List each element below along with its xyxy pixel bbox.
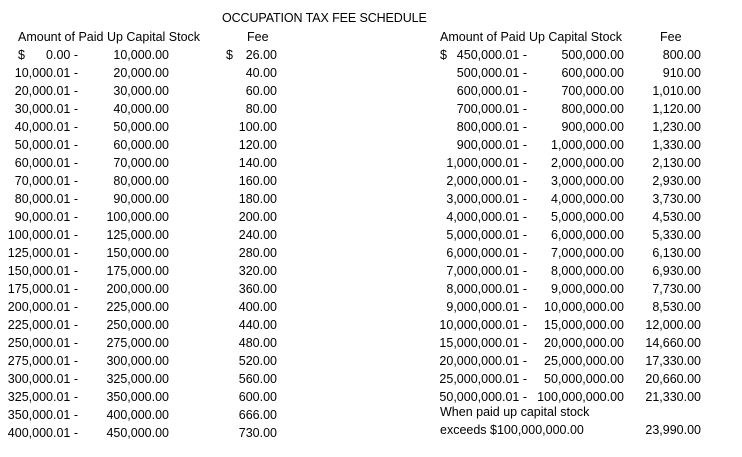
- range-from: 8,000,000.01 -: [446, 282, 527, 296]
- range-from: 3,000,000.01 -: [446, 192, 527, 206]
- range-to: 9,000,000.00: [551, 282, 624, 296]
- fee-value: 180.00: [238, 192, 277, 206]
- fee-value: 80.00: [245, 102, 277, 116]
- range-to: 125,000.00: [106, 228, 169, 242]
- range-from: 450,000.01 -: [456, 48, 527, 62]
- range-to: 900,000.00: [561, 120, 624, 134]
- range-to: 175,000.00: [106, 264, 169, 278]
- range-from: 2,000,000.01 -: [446, 174, 527, 188]
- range-to: 700,000.00: [561, 84, 624, 98]
- fee-value: 1,010.00: [652, 84, 701, 98]
- range-to: 30,000.00: [113, 84, 169, 98]
- range-from: 350,000.01 -: [7, 408, 78, 422]
- range-to: 300,000.00: [106, 354, 169, 368]
- range-to: 150,000.00: [106, 246, 169, 260]
- range-from: 15,000,000.01 -: [439, 336, 527, 350]
- fee-value: 12,000.00: [645, 318, 701, 332]
- fee-value: 520.00: [238, 354, 277, 368]
- fee-value: 4,530.00: [652, 210, 701, 224]
- fee-value: 100.00: [238, 120, 277, 134]
- range-from: 10,000.01 -: [14, 66, 78, 80]
- fee-value: 6,130.00: [652, 246, 701, 260]
- fee-value: 800.00: [662, 48, 701, 62]
- range-to: 20,000.00: [113, 66, 169, 80]
- fee-value: 1,230.00: [652, 120, 701, 134]
- range-from: 40,000.01 -: [14, 120, 78, 134]
- range-to: 8,000,000.00: [551, 264, 624, 278]
- range-to: 4,000,000.00: [551, 192, 624, 206]
- range-to: 10,000.00: [113, 48, 169, 62]
- range-to: 50,000.00: [113, 120, 169, 134]
- fee-value: 160.00: [238, 174, 277, 188]
- fee-currency-symbol: $: [226, 48, 233, 62]
- left-stock-header: Amount of Paid Up Capital Stock: [18, 30, 201, 44]
- left-fee-header: Fee: [247, 30, 269, 44]
- fee-value: 910.00: [662, 66, 701, 80]
- fee-value: 21,330.00: [645, 390, 701, 404]
- range-to: 90,000.00: [113, 192, 169, 206]
- range-to: 10,000,000.00: [544, 300, 624, 314]
- range-to: 3,000,000.00: [551, 174, 624, 188]
- fee-value: 7,730.00: [652, 282, 701, 296]
- range-to: 70,000.00: [113, 156, 169, 170]
- range-from: 0.00 -: [46, 48, 78, 62]
- fee-value: 140.00: [238, 156, 277, 170]
- range-from: 4,000,000.01 -: [446, 210, 527, 224]
- range-from: 1,000,000.01 -: [446, 156, 527, 170]
- range-from: 20,000.01 -: [14, 84, 78, 98]
- range-to: 200,000.00: [106, 282, 169, 296]
- range-from: 400,000.01 -: [7, 426, 78, 440]
- fee-value: 40.00: [245, 66, 277, 80]
- document-title: OCCUPATION TAX FEE SCHEDULE: [222, 11, 427, 25]
- fee-value: 20,660.00: [645, 372, 701, 386]
- range-from: 900,000.01 -: [456, 138, 527, 152]
- range-to: 600,000.00: [561, 66, 624, 80]
- right-fee-header: Fee: [660, 30, 682, 44]
- fee-value: 14,660.00: [645, 336, 701, 350]
- range-to: 40,000.00: [113, 102, 169, 116]
- fee-value: 320.00: [238, 264, 277, 278]
- range-to: 15,000,000.00: [544, 318, 624, 332]
- threshold-note-line1: When paid up capital stock: [440, 405, 590, 419]
- fee-value: 8,530.00: [652, 300, 701, 314]
- fee-value: 120.00: [238, 138, 277, 152]
- fee-value: 666.00: [238, 408, 277, 422]
- range-to: 6,000,000.00: [551, 228, 624, 242]
- range-to: 400,000.00: [106, 408, 169, 422]
- range-from: 100,000.01 -: [7, 228, 78, 242]
- range-from: 70,000.01 -: [14, 174, 78, 188]
- range-to: 5,000,000.00: [551, 210, 624, 224]
- fee-value: 2,130.00: [652, 156, 701, 170]
- fee-value: 730.00: [238, 426, 277, 440]
- range-from: 80,000.01 -: [14, 192, 78, 206]
- currency-symbol: $: [18, 48, 25, 62]
- range-from: 175,000.01 -: [7, 282, 78, 296]
- range-from: 225,000.01 -: [7, 318, 78, 332]
- range-to: 7,000,000.00: [551, 246, 624, 260]
- range-to: 2,000,000.00: [551, 156, 624, 170]
- range-to: 80,000.00: [113, 174, 169, 188]
- range-from: 50,000,000.01 -: [439, 390, 527, 404]
- range-from: 800,000.01 -: [456, 120, 527, 134]
- range-to: 275,000.00: [106, 336, 169, 350]
- range-from: 9,000,000.01 -: [446, 300, 527, 314]
- fee-value: 5,330.00: [652, 228, 701, 242]
- fee-value: 480.00: [238, 336, 277, 350]
- range-from: 30,000.01 -: [14, 102, 78, 116]
- range-from: 10,000,000.01 -: [439, 318, 527, 332]
- range-to: 100,000.00: [106, 210, 169, 224]
- range-to: 350,000.00: [106, 390, 169, 404]
- range-from: 275,000.01 -: [7, 354, 78, 368]
- range-to: 20,000,000.00: [544, 336, 624, 350]
- range-from: 125,000.01 -: [7, 246, 78, 260]
- range-from: 7,000,000.01 -: [446, 264, 527, 278]
- fee-value: 60.00: [245, 84, 277, 98]
- fee-value: 200.00: [238, 210, 277, 224]
- range-from: 150,000.01 -: [7, 264, 78, 278]
- fee-value: 280.00: [238, 246, 277, 260]
- range-to: 500,000.00: [561, 48, 624, 62]
- range-to: 800,000.00: [561, 102, 624, 116]
- range-from: 200,000.01 -: [7, 300, 78, 314]
- range-from: 600,000.01 -: [456, 84, 527, 98]
- range-to: 225,000.00: [106, 300, 169, 314]
- range-to: 50,000,000.00: [544, 372, 624, 386]
- right-stock-header: Amount of Paid Up Capital Stock: [440, 30, 623, 44]
- fee-value: 26.00: [245, 48, 277, 62]
- fee-value: 6,930.00: [652, 264, 701, 278]
- range-from: 300,000.01 -: [7, 372, 78, 386]
- range-to: 25,000,000.00: [544, 354, 624, 368]
- range-from: 700,000.01 -: [456, 102, 527, 116]
- range-from: 25,000,000.01 -: [439, 372, 527, 386]
- threshold-note-line2: exceeds $100,000,000.00: [440, 423, 584, 437]
- range-from: 60,000.01 -: [14, 156, 78, 170]
- range-from: 90,000.01 -: [14, 210, 78, 224]
- range-from: 20,000,000.01 -: [439, 354, 527, 368]
- range-to: 450,000.00: [106, 426, 169, 440]
- fee-value: 17,330.00: [645, 354, 701, 368]
- fee-value: 600.00: [238, 390, 277, 404]
- fee-value: 240.00: [238, 228, 277, 242]
- range-to: 250,000.00: [106, 318, 169, 332]
- range-from: 250,000.01 -: [7, 336, 78, 350]
- range-to: 100,000,000.00: [537, 390, 624, 404]
- fee-value: 1,330.00: [652, 138, 701, 152]
- fee-value: 360.00: [238, 282, 277, 296]
- fee-value: 400.00: [238, 300, 277, 314]
- currency-symbol: $: [440, 48, 447, 62]
- fee-value: 3,730.00: [652, 192, 701, 206]
- range-from: 325,000.01 -: [7, 390, 78, 404]
- range-to: 1,000,000.00: [551, 138, 624, 152]
- fee-value: 1,120.00: [652, 102, 701, 116]
- fee-value: 440.00: [238, 318, 277, 332]
- range-to: 60,000.00: [113, 138, 169, 152]
- threshold-note-fee: 23,990.00: [645, 423, 701, 437]
- range-from: 5,000,000.01 -: [446, 228, 527, 242]
- fee-value: 560.00: [238, 372, 277, 386]
- range-from: 6,000,000.01 -: [446, 246, 527, 260]
- range-to: 325,000.00: [106, 372, 169, 386]
- range-from: 50,000.01 -: [14, 138, 78, 152]
- range-from: 500,000.01 -: [456, 66, 527, 80]
- fee-value: 2,930.00: [652, 174, 701, 188]
